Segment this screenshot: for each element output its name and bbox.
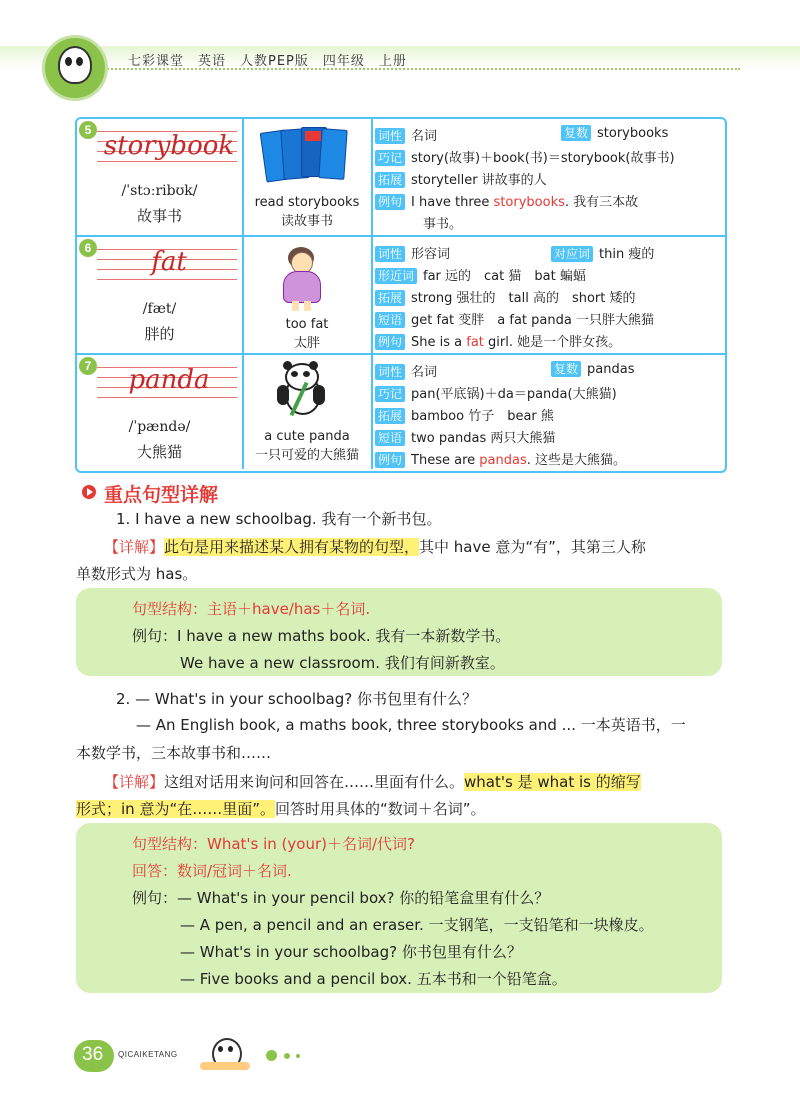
explanation-2 [104, 771, 641, 792]
tag-label: 拓展 [375, 290, 405, 306]
section-title: 重点句型详解 [104, 484, 219, 506]
example-text: I have three [411, 195, 494, 210]
explain-bracket: 【详解】 [104, 538, 165, 556]
tag-label: 复数 [561, 125, 591, 141]
example-text: She is a [411, 335, 467, 350]
tag-label: 短语 [375, 430, 405, 446]
explain-text: 回答时用具体的“数词＋名词”。 [275, 800, 486, 818]
footer-dot [266, 1050, 277, 1061]
tag-label: 例句 [375, 334, 405, 350]
highlight-text: 形式；in 意为“在……里面”。 [76, 800, 275, 818]
info-text: 名词 [411, 129, 438, 144]
row-number: 5 [79, 121, 97, 139]
example-keyword: fat [466, 335, 484, 350]
tag-label: 词性 [375, 246, 405, 262]
picture-caption-cn: 读故事书 [280, 214, 333, 229]
info-text: pan(平底锅)＋da＝panda(大熊猫) [411, 387, 617, 402]
picture-caption-cn: 一只可爱的大熊猫 [254, 448, 359, 463]
chinese-meaning: 胖的 [144, 325, 175, 343]
play-icon [82, 485, 96, 499]
tag-label: 拓展 [375, 408, 405, 424]
row-number: 7 [79, 357, 97, 375]
example-3: — What's in your schoolbag? 你书包里有什么？ [180, 943, 522, 961]
info-text: two pandas 两只大熊猫 [411, 431, 556, 446]
example-keyword: storybooks [493, 195, 565, 210]
col-divider [371, 119, 373, 235]
info-text: pandas [587, 362, 635, 377]
example-1: 例句：— What's in your pencil box? 你的铅笔盒里有什么？ [132, 889, 550, 907]
page-number: 36 [82, 1044, 104, 1065]
example-2: We have a new classroom. 我们有间新教室。 [180, 654, 505, 672]
structure-text: 句型结构：What's in (your)＋名词/代词? [132, 835, 416, 853]
mascot-eye-right [76, 57, 83, 66]
answer-structure: 回答：数词/冠词＋名词. [132, 862, 292, 880]
tag-label: 复数 [551, 361, 581, 377]
footer-brand: QICAIKETANG [118, 1050, 178, 1059]
picture-caption-cn: 太胖 [293, 336, 320, 351]
chinese-meaning: 大熊猫 [136, 443, 182, 461]
explain-bracket: 【详解】 [104, 773, 165, 791]
col-divider [371, 237, 373, 353]
explain-text: 其中 have 意为“有”，其第三人称 [419, 538, 646, 556]
example-1: 例句：I have a new maths book. 我有一本新数学书。 [132, 627, 511, 645]
example-continued: 事书。 [423, 217, 463, 232]
info-text: storybooks [597, 126, 669, 141]
footer-dot [284, 1053, 290, 1059]
example-2: — A pen, a pencil and an eraser. 一支钢笔，一支铅笔和一块橡皮。 [180, 916, 654, 934]
structure-text: 句型结构：主语＋have/has＋名词. [132, 600, 371, 618]
script-word: panda [128, 365, 210, 395]
phonetic: /ˈpændə/ [128, 419, 191, 435]
info-text: story(故事)＋book(书)＝storybook(故事书) [411, 151, 675, 166]
vocab-row-storybook [77, 119, 725, 237]
example-text: These are [411, 453, 480, 468]
mascot-eye-left [65, 57, 72, 66]
info-text: strong 强壮的 tall 高的 short 矮的 [411, 291, 636, 306]
example-text: . 我有三本故 [564, 195, 639, 210]
example-keyword: pandas [479, 453, 527, 468]
tag-label: 巧记 [375, 386, 405, 402]
tag-label: 拓展 [375, 172, 405, 188]
picture-caption-en: a cute panda [264, 429, 350, 444]
row-number: 6 [79, 239, 97, 257]
info-text: far 远的 cat 猫 bat 蝙蝠 [423, 269, 586, 284]
tag-label: 例句 [375, 452, 405, 468]
info-text: get fat 变胖 a fat panda 一只胖大熊猫 [411, 313, 654, 328]
word-info [375, 241, 721, 351]
vocab-table [75, 117, 727, 473]
example-4: — Five books and a pencil box. 五本书和一个铅笔盒。 [180, 970, 567, 988]
script-word: fat [151, 247, 187, 277]
tag-label: 对应词 [551, 246, 593, 262]
structure-box-1 [76, 588, 722, 676]
header-title: 七彩课堂 英语 人教PEP版 四年级 上册 [128, 54, 407, 69]
tag-label: 词性 [375, 364, 405, 380]
explain-text: 这组对话用来询问和回答在……里面有什么。 [164, 773, 465, 791]
structure-box-2 [76, 823, 722, 993]
explanation-2-cont [76, 798, 486, 819]
info-text: storyteller 讲故事的人 [411, 173, 547, 188]
tag-label: 巧记 [375, 150, 405, 166]
explanation-1-cont: 单数形式为 has。 [76, 565, 198, 583]
mascot-face [58, 46, 92, 84]
col-divider [371, 355, 373, 469]
info-text: 形容词 [411, 247, 451, 262]
example-text: . 这些是大熊猫。 [526, 453, 626, 468]
example-text: girl. 她是一个胖女孩。 [483, 335, 622, 350]
tag-label: 短语 [375, 312, 405, 328]
word-info [375, 123, 721, 233]
tag-label: 例句 [375, 194, 405, 210]
chinese-meaning: 故事书 [136, 207, 182, 225]
sentence-2-answer-cont: 本数学书，三本故事书和…… [76, 744, 272, 762]
info-text: thin 瘦的 [599, 247, 655, 262]
tag-label: 词性 [375, 128, 405, 144]
vocab-row-fat [77, 237, 725, 355]
info-text: 名词 [411, 365, 438, 380]
explanation-1 [104, 536, 646, 557]
tag-label: 形近词 [375, 268, 417, 284]
phonetic: /ˈstɔːribʊk/ [121, 183, 198, 199]
footer-dot [296, 1054, 300, 1058]
sentence-2-answer: — An English book, a maths book, three storybooks and ... 一本英语书，一 [136, 716, 686, 734]
highlight-text: 此句是用来描述某人拥有某物的句型， [164, 538, 420, 556]
sentence-1: 1. I have a new schoolbag. 我有一个新书包。 [116, 510, 442, 528]
vocab-row-panda [77, 355, 725, 469]
picture-caption-en: read storybooks [254, 195, 360, 210]
phonetic: /fæt/ [142, 301, 177, 317]
script-word: storybook [103, 131, 235, 161]
picture-caption-en: too fat [285, 317, 329, 332]
highlight-text: what's 是 what is 的缩写 [464, 773, 641, 791]
sentence-2-question: 2. — What's in your schoolbag? 你书包里有什么？ [116, 690, 477, 708]
info-text: bamboo 竹子 bear 熊 [411, 409, 554, 424]
word-info [375, 359, 721, 469]
